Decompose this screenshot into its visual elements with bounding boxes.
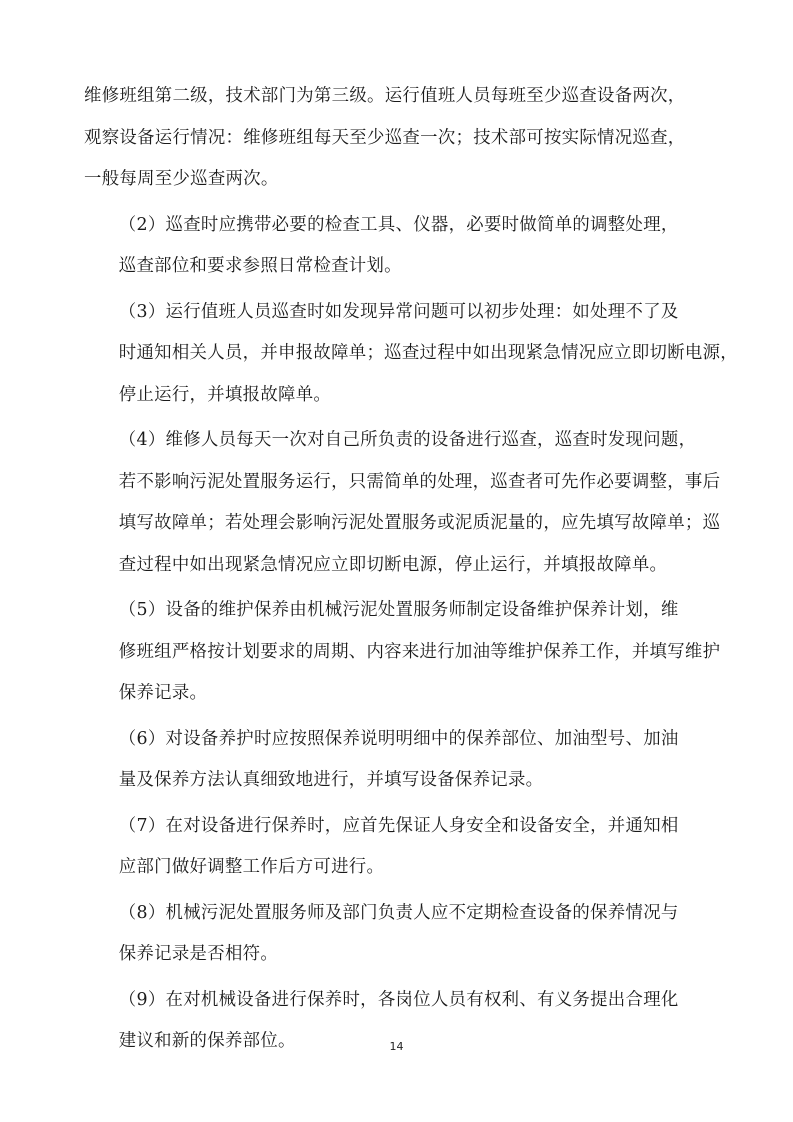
- text-line: 若不影响污泥处置服务运行，只需简单的处理，巡查者可先作必要调整，事后: [118, 471, 721, 492]
- paragraph-continuation: [84, 76, 712, 201]
- text-line: （3）运行值班人员巡查时如发现异常问题可以初步处理：如处理不了及: [118, 301, 679, 322]
- paragraph-item-2: [84, 205, 712, 288]
- paragraph-item-6: [84, 719, 712, 802]
- paragraph-item-8: [84, 893, 712, 976]
- paragraph-item-3: [84, 292, 738, 417]
- text-line: 时通知相关人员，并申报故障单；巡查过程中如出现紧急情况应立即切断电源，: [118, 343, 738, 363]
- text-line: （7）在对设备进行保养时，应首先保证人身安全和设备安全，并通知相: [118, 815, 679, 836]
- text-line: 维修班组第二级，技术部门为第三级。运行值班人员每班至少巡查设备两次，: [84, 86, 686, 106]
- text-line: 量及保养方法认真细致地进行，并填写设备保养记录。: [118, 770, 544, 790]
- text-line: 建议和新的保养部位。: [118, 1031, 296, 1051]
- paragraph-item-4: [84, 420, 721, 586]
- text-line: 保养记录是否相符。: [118, 944, 279, 964]
- paragraph-item-7: [84, 806, 712, 889]
- text-line: 停止运行，并填报故障单。: [118, 384, 332, 405]
- text-line: （2）巡查时应携带必要的检查工具、仪器，必要时做简单的调整处理，: [118, 214, 679, 235]
- text-line: 巡查部位和要求参照日常检查计划。: [118, 256, 402, 276]
- page-number: 14: [389, 1040, 404, 1053]
- text-line: 保养记录。: [118, 683, 208, 703]
- document-body: [84, 76, 738, 1063]
- text-line: （4）维修人员每天一次对自己所负责的设备进行巡查，巡查时发现问题，: [118, 430, 697, 450]
- text-line: 修班组严格按计划要求的周期、内容来进行加油等维护保养工作，并填写维护: [118, 641, 721, 662]
- text-line: 查过程中如出现紧急情况应立即切断电源，停止运行，并填报故障单。: [118, 554, 668, 575]
- paragraph-item-5: [84, 590, 721, 715]
- text-line: 一般每周至少巡查两次。: [84, 169, 279, 189]
- text-line: （5）设备的维护保养由机械污泥处置服务师制定设备维护保养计划，维: [118, 600, 679, 620]
- text-line: 应部门做好调整工作后方可进行。: [118, 857, 385, 877]
- text-line: 观察设备运行情况：维修班组每天至少巡查一次；技术部可按实际情况巡查，: [84, 127, 686, 148]
- text-line: （8）机械污泥处置服务师及部门负责人应不定期检查设备的保养情况与: [118, 902, 679, 923]
- text-line: 填写故障单；若处理会影响污泥处置服务或泥质泥量的，应先填写故障单；巡: [118, 513, 721, 533]
- text-line: （9）在对机械设备进行保养时，各岗位人员有权利、有义务提出合理化: [118, 989, 679, 1010]
- text-line: （6）对设备养护时应按照保养说明明细中的保养部位、加油型号、加油: [118, 728, 679, 749]
